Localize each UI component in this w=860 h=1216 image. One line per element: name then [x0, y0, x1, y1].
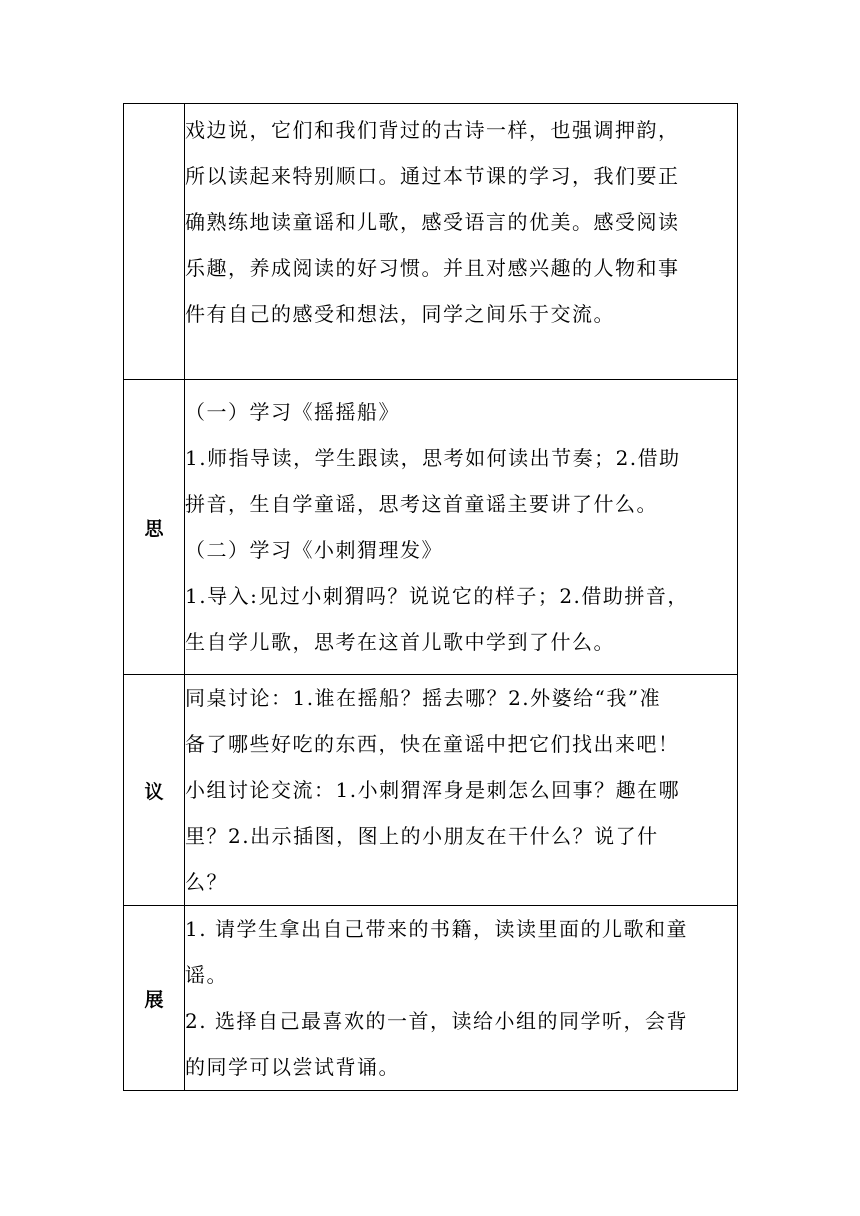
content-line: 2. 选择自己最喜欢的一首，读给小组的同学听，会背	[185, 1009, 688, 1033]
row-label-show: 展	[124, 906, 185, 1091]
content-line: 1.导入:见过小刺猬吗？说说它的样子；2.借助拼音，	[185, 584, 689, 608]
content-line: 拼音，生自学童谣，思考这首童谣主要讲了什么。	[185, 492, 658, 516]
content-line: 备了哪些好吃的东西，快在童谣中把它们找出来吧！	[185, 732, 680, 756]
content-line: （二）学习《小刺猬理发》	[185, 538, 443, 562]
row-content-think	[185, 380, 738, 675]
content-line: 生自学儿歌，思考在这首儿歌中学到了什么。	[185, 630, 615, 654]
row-label-discuss: 议	[124, 675, 185, 906]
table-row-discuss	[124, 675, 738, 906]
row-content-intro	[185, 104, 738, 380]
content-line: 1. 请学生拿出自己带来的书籍，读读里面的儿歌和童	[185, 917, 688, 941]
row-content-show	[185, 906, 738, 1091]
table-row-intro	[124, 104, 738, 380]
lesson-plan-table	[123, 103, 738, 1091]
content-line: 乐趣，养成阅读的好习惯。并且对感兴趣的人物和事	[185, 256, 680, 280]
content-line: 同桌讨论：1.谁在摇船？摇去哪？2.外婆给“我”准	[185, 686, 662, 710]
content-line: （一）学习《摇摇船》	[185, 400, 400, 424]
row-content-discuss	[185, 675, 738, 906]
content-line: 1.师指导读，学生跟读，思考如何读出节奏；2.借助	[185, 446, 681, 470]
content-line: 小组讨论交流：1.小刺猬浑身是刺怎么回事？趣在哪	[185, 778, 681, 802]
row-label-intro	[124, 104, 185, 380]
row-label-think: 思	[124, 380, 185, 675]
table-row-show	[124, 906, 738, 1091]
table-row-think	[124, 380, 738, 675]
content-line: 戏边说，它们和我们背过的古诗一样，也强调押韵，	[185, 118, 680, 142]
content-line: 所以读起来特别顺口。通过本节课的学习，我们要正	[185, 164, 680, 188]
content-line: 确熟练地读童谣和儿歌，感受语言的优美。感受阅读	[185, 210, 680, 234]
content-line: 里？2.出示插图，图上的小朋友在干什么？说了什	[185, 824, 659, 848]
content-line: 谣。	[185, 963, 228, 987]
content-line: 的同学可以尝试背诵。	[185, 1055, 400, 1079]
content-line: 件有自己的感受和想法，同学之间乐于交流。	[185, 302, 615, 326]
content-line: 么？	[185, 870, 228, 894]
